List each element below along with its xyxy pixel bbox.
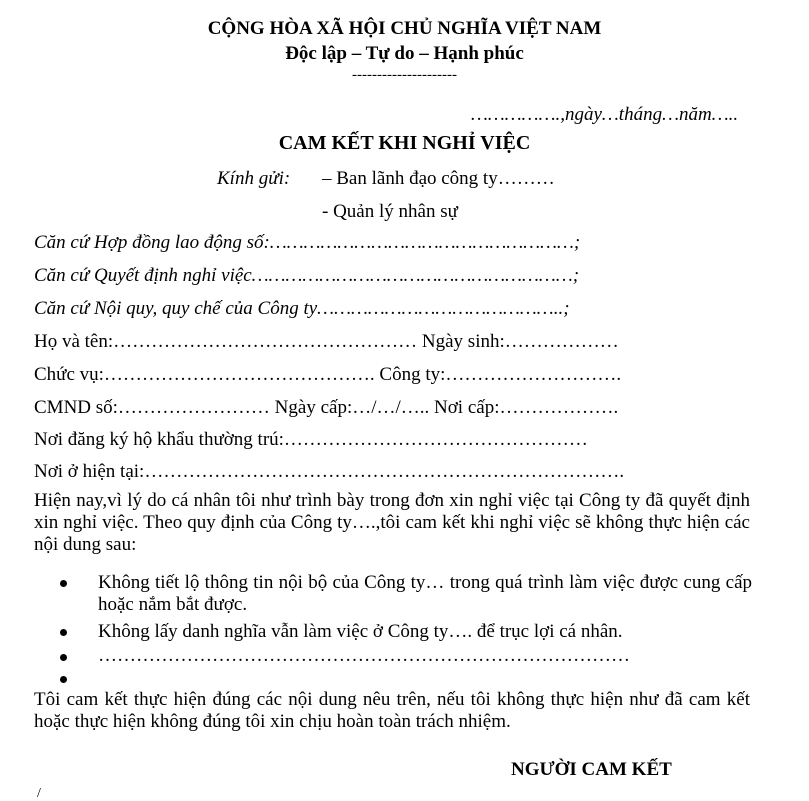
date-line: …………….,ngày…tháng…năm….. (471, 104, 739, 125)
intro-paragraph: Hiện nay,vì lý do cá nhân tôi như trình bày trong đơn xin nghỉ việc tại Công ty đã quyết định xin nghỉ việc. Theo quy định của Công ty….,tôi cam kết khi nghỉ việc sẽ không thực hiện các nội dung sau: (34, 490, 750, 555)
closing-paragraph: Tôi cam kết thực hiện đúng các nội dung nêu trên, nếu tôi không thực hiện như đã cam kết hoặc thực hiện không đúng tôi xin chịu hoàn toàn trách nhiệm. (34, 689, 750, 732)
bullet-icon (60, 629, 67, 636)
basis-decision: Căn cứ Quyết định nghỉ việc…………………………………………………; (34, 265, 580, 286)
commitment-item: Không lấy danh nghĩa vẫn làm việc ở Công ty…. để trục lợi cá nhân. (98, 621, 623, 642)
recipient-hr: - Quản lý nhân sự (322, 201, 458, 222)
country-name: CỘNG HÒA XÃ HỘI CHỦ NGHĨA VIỆT NAM (207, 18, 602, 39)
bullet-icon (60, 580, 67, 587)
national-motto: Độc lập – Tự do – Hạnh phúc (285, 43, 524, 64)
permanent-address-field: Nơi đăng ký hộ khẩu thường trú:………………………………………… (34, 429, 588, 450)
commitment-item: Không tiết lộ thông tin nội bộ của Công ty… trong quá trình làm việc được cung cấp hoặc nắm bắt được. (98, 572, 752, 615)
addressee-label: Kính gửi: (217, 168, 291, 189)
basis-regulations: Căn cứ Nội quy, quy chế của Công ty……………………………………..; (34, 298, 570, 319)
id-card-field: CMND số:…………………… Ngày cấp:…/…/….. Nơi cấp:………………. (34, 397, 619, 418)
commitment-item: ………………………………………………………………………… (98, 645, 630, 666)
header-divider: --------------------- (352, 67, 457, 83)
signature-label: NGƯỜI CAM KẾT (511, 759, 672, 780)
current-address-field: Nơi ở hiện tại:…………………………………………………………………. (34, 461, 625, 482)
bullet-icon (60, 654, 67, 661)
stray-mark: / (37, 786, 41, 801)
basis-contract: Căn cứ Hợp đồng lao động số:………………………………………………; (34, 232, 581, 253)
document-title: CAM KẾT KHI NGHỈ VIỆC (278, 132, 531, 154)
bullet-icon (60, 676, 67, 683)
recipient-board: – Ban lãnh đạo công ty……… (322, 168, 555, 189)
position-company-field: Chức vụ:……………………………………. Công ty:………………………. (34, 364, 622, 385)
name-birthdate-field: Họ và tên:………………………………………… Ngày sinh:……………… (34, 331, 619, 352)
